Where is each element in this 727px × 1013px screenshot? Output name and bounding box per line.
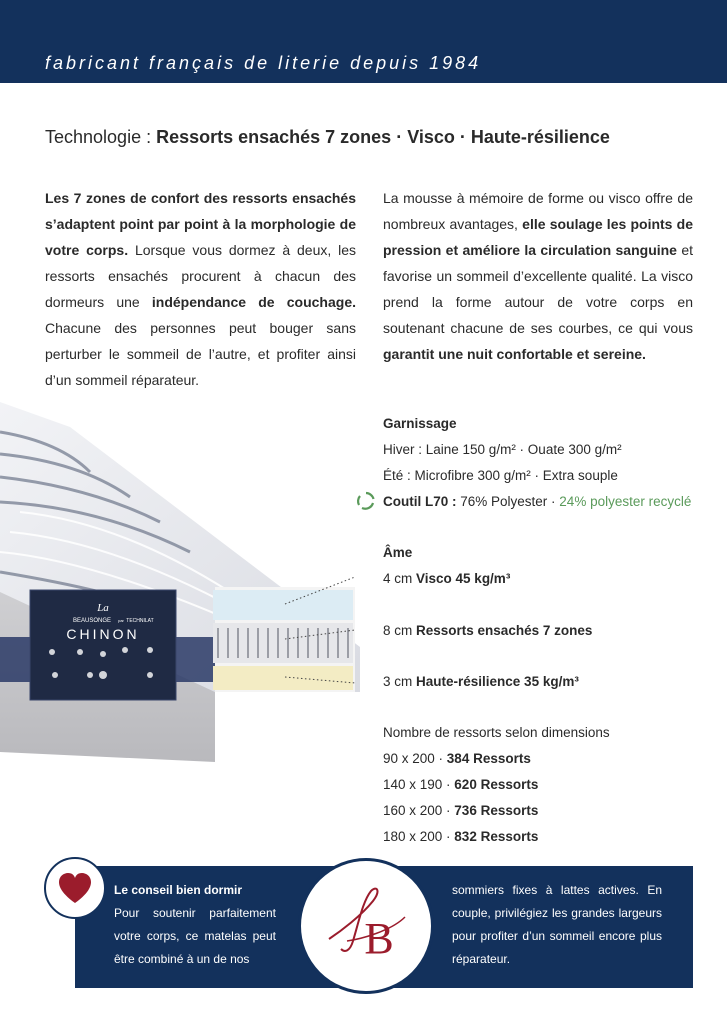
logo-letter: B (364, 914, 394, 963)
garnissage-hiver: Hiver : Laine 150 g/m² · Ouate 300 g/m² (383, 442, 622, 457)
tip-right-text: sommiers fixes à lattes actives. En couple, privilégiez les grandes largeurs pour profiter d’un sommeil encore plus réparateur. (452, 883, 662, 966)
springs-row: 180 x 200 · 832 Ressorts (383, 829, 539, 844)
ame-layer-springs: 8 cm Ressorts ensachés 7 zones (383, 623, 593, 638)
heart-badge (44, 857, 106, 919)
left-text-2: Chacune des personnes peut bouger sans perturber le sommeil de l’autre, et profiter ainsi d’un sommeil réparateur. (45, 320, 356, 388)
left-column-text (45, 185, 356, 393)
label-brand: BEAUSONGE (72, 618, 112, 624)
tagline: fabricant français de literie depuis 1984 (45, 53, 482, 73)
recycled-share: 24% polyester recyclé (559, 494, 692, 509)
label-maker: TECHNILAT (126, 618, 154, 624)
recycle-icon (356, 491, 376, 511)
ame-layer-visco: 4 cm Visco 45 kg/m³ (383, 571, 511, 586)
springs-row: 160 x 200 · 736 Ressorts (383, 803, 539, 818)
technology-label: Technologie : (45, 127, 157, 147)
springs-row: 140 x 190 · 620 Ressorts (383, 777, 539, 792)
tip-left-text: Le conseil bien dormir Pour soutenir parfaitement votre corps, ce matelas peut être combiné à un de nos (114, 879, 276, 971)
technology-line (45, 127, 610, 148)
ame-title: Âme (383, 545, 413, 560)
mattress-illustration (0, 392, 365, 762)
technology-value: Ressorts ensachés 7 zones · Visco · Haute-résilience (156, 127, 610, 147)
left-bold-2: indépendance de couchage. (151, 294, 356, 310)
springs-layer (213, 623, 353, 663)
visco-layer (213, 590, 353, 620)
left-bold-1: Les 7 zones de confort des ressorts ensachés s’adaptent point par point à la morphologie de votre corps. (45, 190, 356, 258)
springs-title: Nombre de ressorts selon dimensions (383, 725, 610, 740)
right-column-text (383, 185, 693, 367)
garnissage-coutil: Coutil L70 : 76% Polyester · 24% polyester recyclé (383, 494, 692, 509)
tip-title: Le conseil bien dormir (114, 883, 243, 897)
right-bold-2: garantit une nuit confortable et sereine. (383, 346, 646, 362)
right-text-2: et favorise un sommeil d’excellente qualité. La visco prend la forme autour de votre corps en soutenant chacune de ses courbes, ce qui vous (383, 242, 693, 336)
garnissage-title: Garnissage (383, 416, 457, 431)
ame-layer-hr: 3 cm Haute-résilience 35 kg/m³ (383, 674, 579, 689)
left-text-1: Lorsque vous dormez à deux, les ressorts ensachés procurent à chacun des dormeurs une (45, 242, 356, 310)
coutil-label: Coutil L70 : (383, 494, 457, 509)
label-by: par (118, 618, 124, 623)
label-script: La (97, 602, 109, 614)
right-bold-1: elle soulage les points de pression et améliore la circulation sanguine (383, 216, 694, 258)
label-model: CHINON (66, 626, 140, 642)
right-text-1: La mousse à mémoire de forme ou visco offre de nombreux avantages, (383, 190, 693, 232)
hr-foam-layer (213, 666, 353, 690)
springs-row: 90 x 200 · 384 Ressorts (383, 751, 531, 766)
garnissage-ete: Été : Microfibre 300 g/m² · Extra souple (383, 468, 618, 483)
brand-logo (298, 858, 434, 994)
heart-icon (46, 859, 104, 917)
